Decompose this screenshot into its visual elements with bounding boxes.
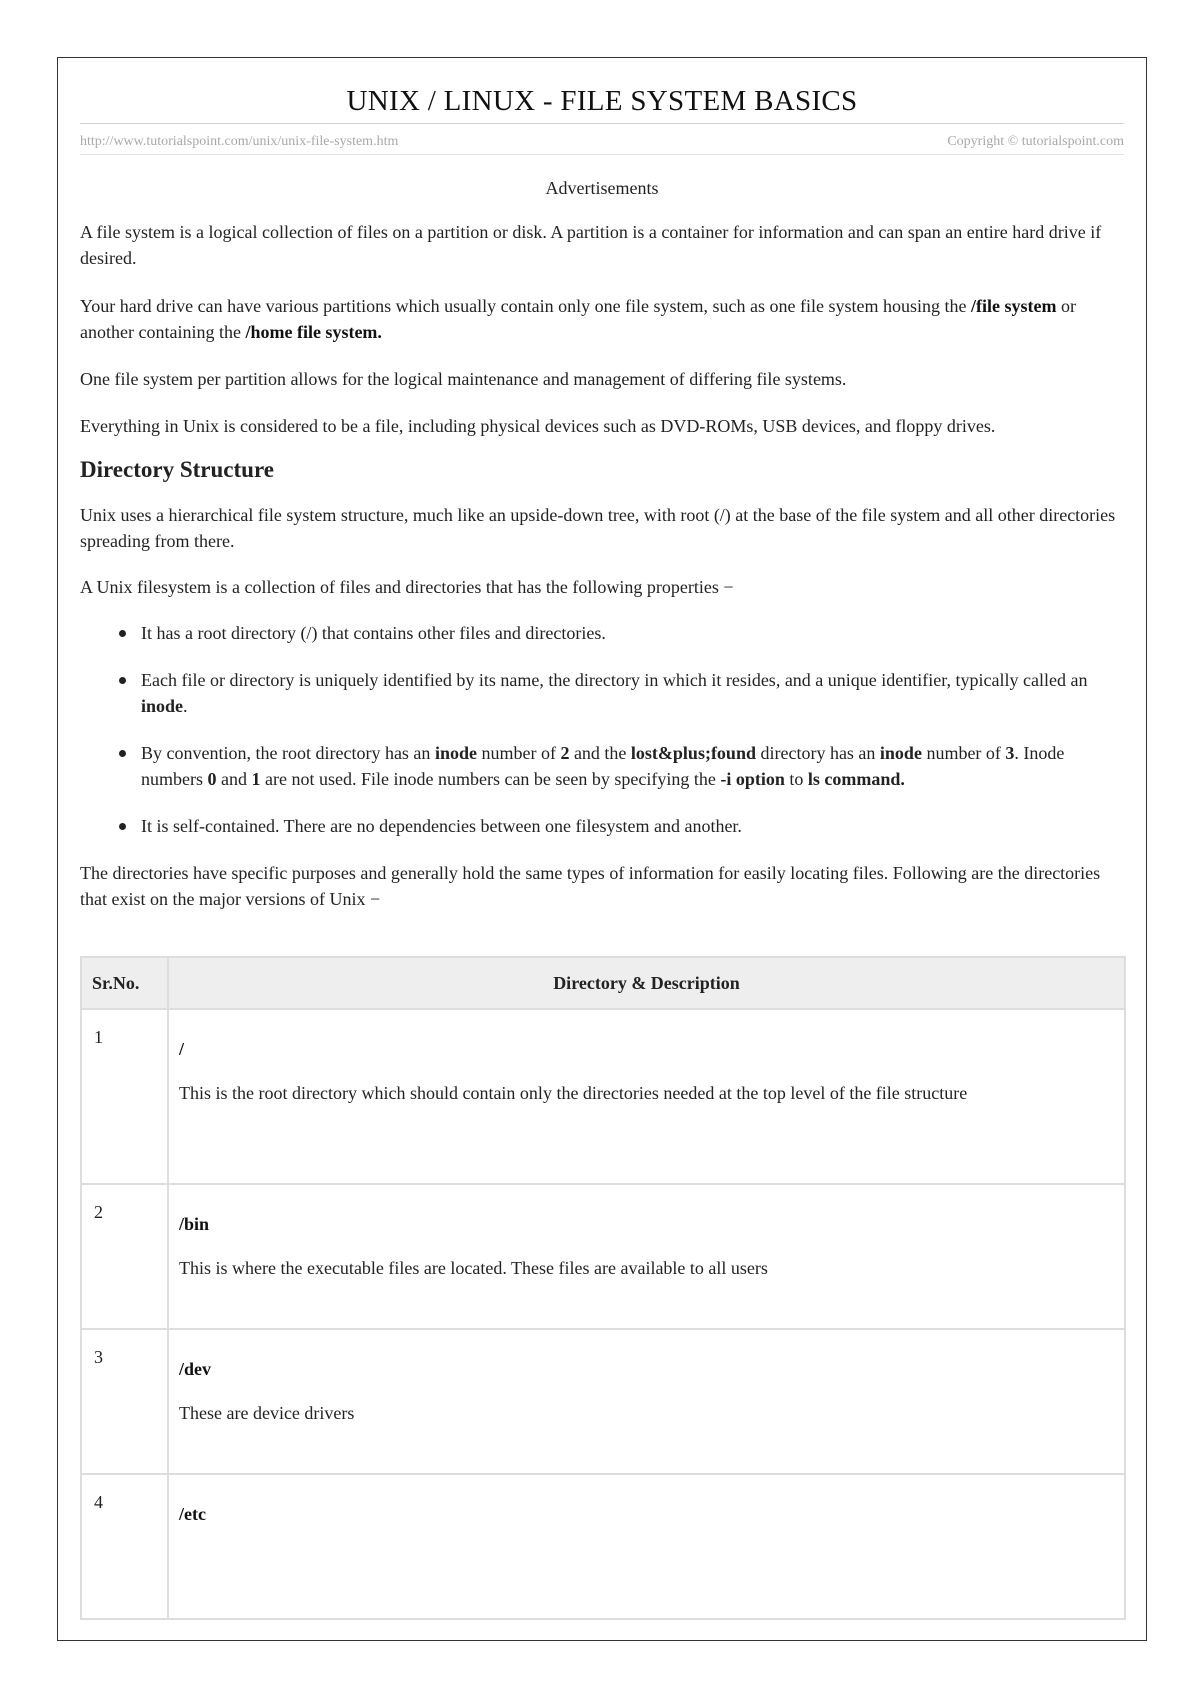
property-item-3 [80, 740, 1124, 792]
p3-t3: and the [569, 743, 631, 763]
p3-b5: 3 [1005, 743, 1015, 763]
p3-b8: -i option [720, 769, 785, 789]
p3-b6: 0 [207, 769, 217, 789]
table-header-row [81, 957, 1125, 1009]
property-item-4 [80, 813, 1124, 839]
row-number: 1 [81, 1009, 168, 1184]
advertisements-label: Advertisements [545, 178, 659, 198]
section-heading-directory-structure: Directory Structure [80, 457, 274, 482]
table-row [81, 1474, 1125, 1619]
directory-description: This is where the executable files are located. These files are available to all users [179, 1258, 768, 1278]
column-header-sr-no: Sr.No. [81, 957, 168, 1009]
property-item-2-end: . [183, 696, 188, 716]
bullet-dot [119, 823, 126, 830]
row-number: 4 [81, 1474, 168, 1619]
row-body [168, 1184, 1125, 1329]
directory-paragraph-3: The directories have specific purposes and generally hold the same types of information for easily locating files. Following are the directories that exist on the major versions of Unix − [80, 863, 1101, 909]
p3-b4: inode [879, 743, 922, 763]
page-frame [57, 57, 1147, 1641]
intro-p2-text-mid: or another containing the [80, 296, 1076, 342]
directory-paragraph-1: Unix uses a hierarchical file system structure, much like an upside-down tree, with root (/) at the base of the file system and all other directories spreading from there. [80, 505, 1116, 551]
p3-t2: number of [476, 743, 561, 763]
property-item-4-text: It is self-contained. There are no dependencies between one filesystem and another. [141, 816, 742, 836]
p3-t1: By convention, the root directory has an [141, 743, 435, 763]
column-header-directory-description: Directory & Description [168, 957, 1125, 1009]
directory-name: /etc [179, 1504, 206, 1524]
table-row [81, 1184, 1125, 1329]
source-row [80, 133, 1124, 151]
p3-t4: directory has an [755, 743, 880, 763]
row-body [168, 1329, 1125, 1474]
intro-p2-bold-home-file-system: /home file system. [245, 322, 382, 342]
intro-paragraph-2 [80, 293, 1124, 345]
intro-paragraph-3: One file system per partition allows for the logical maintenance and management of differing file systems. [80, 369, 847, 389]
p3-t5: number of [921, 743, 1006, 763]
bullet-dot [119, 677, 126, 684]
p3-b2: 2 [560, 743, 570, 763]
table-row [81, 1329, 1125, 1474]
property-item-1-text: It has a root directory (/) that contains other files and directories. [141, 623, 606, 643]
source-divider [80, 154, 1124, 155]
intro-paragraph-1: A file system is a logical collection of files on a partition or disk. A partition is a container for information and can span an entire hard drive if desired. [80, 222, 1102, 268]
row-body [168, 1474, 1125, 1619]
directory-name: /bin [179, 1214, 210, 1234]
p3-b1: inode [434, 743, 477, 763]
property-item-2 [80, 667, 1124, 719]
table-row [81, 1009, 1125, 1184]
p3-t8: are not used. File inode numbers can be seen by specifying the [260, 769, 721, 789]
intro-paragraph-4: Everything in Unix is considered to be a file, including physical devices such as DVD-ROMs, USB devices, and floppy drives. [80, 416, 996, 436]
page-title: UNIX / LINUX - FILE SYSTEM BASICS [346, 85, 858, 117]
directory-name: /dev [179, 1359, 212, 1379]
directory-name: / [179, 1039, 185, 1059]
bullet-dot [119, 630, 126, 637]
directory-description: These are device drivers [179, 1403, 355, 1423]
row-number: 2 [81, 1184, 168, 1329]
property-item-2-bold-inode: inode [141, 696, 184, 716]
p3-b9: ls command. [807, 769, 905, 789]
p3-t6: . Inode numbers [141, 743, 1065, 789]
p3-t9: to [784, 769, 808, 789]
property-item-2-text: Each file or directory is uniquely identified by its name, the directory in which it resides, and a unique identifier, typically called an [141, 670, 1088, 690]
row-number: 3 [81, 1329, 168, 1474]
copyright-text: Copyright © tutorialspoint.com [947, 134, 1124, 149]
source-url-link[interactable]: http://www.tutorialspoint.com/unix/unix-file-system.htm [80, 134, 399, 149]
property-item-1 [80, 620, 1124, 646]
directories-table [80, 956, 1126, 1620]
title-divider [80, 123, 1124, 124]
directory-paragraph-2: A Unix filesystem is a collection of files and directories that has the following properties − [80, 577, 734, 597]
intro-p2-text-start: Your hard drive can have various partitions which usually contain only one file system, such as one file system housing the [80, 296, 971, 316]
p3-b7: 1 [251, 769, 261, 789]
document-content [80, 58, 1124, 1620]
bullet-dot [119, 750, 126, 757]
intro-p2-bold-file-system: /file system [971, 296, 1057, 316]
p3-t7: and [216, 769, 252, 789]
p3-b3: lost&plus;found [630, 743, 756, 763]
properties-list [80, 620, 1124, 839]
directory-description: This is the root directory which should contain only the directories needed at the top level of the file structure [179, 1083, 968, 1103]
row-body [168, 1009, 1125, 1184]
